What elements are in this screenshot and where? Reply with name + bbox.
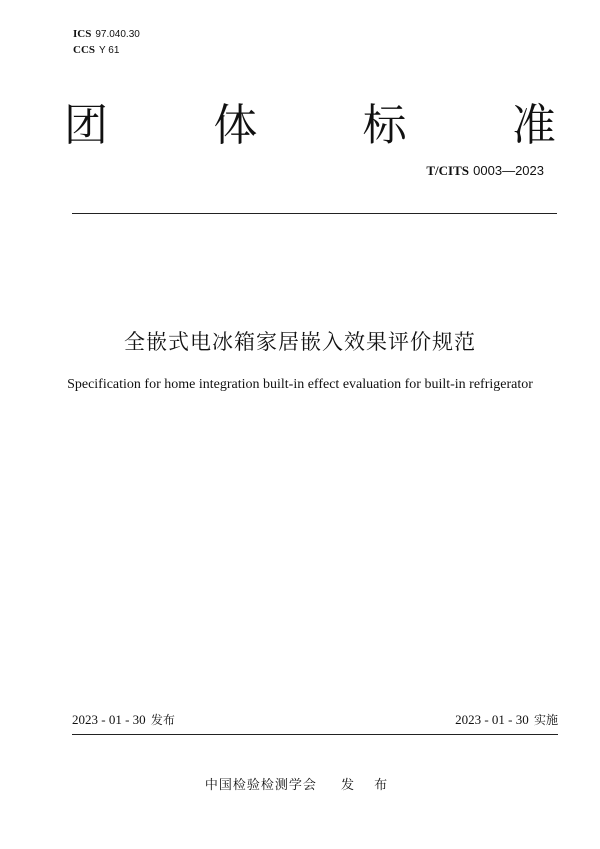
ccs-label: CCS [73, 44, 96, 56]
issue-date: 2023 - 01 - 30 [72, 712, 146, 727]
implement-date-group [455, 711, 558, 728]
ccs-value: Y 61 [99, 45, 120, 56]
standard-number-prefix: T/CITS [426, 163, 470, 178]
standard-type-char: 团 [64, 100, 108, 151]
publisher-name: 中国检验检测学会 [204, 778, 317, 793]
ics-label: ICS [73, 28, 92, 40]
standard-type-char: 准 [511, 100, 556, 151]
classification-block [73, 26, 140, 58]
implement-date-word: 实施 [533, 713, 558, 727]
standard-number [426, 163, 544, 179]
publisher-line [0, 774, 600, 793]
ics-row [73, 26, 140, 42]
standard-type-char: 体 [213, 100, 258, 151]
date-row [72, 711, 558, 728]
standard-type-heading [64, 98, 556, 154]
ccs-row [73, 42, 140, 58]
title-chinese: 全嵌式电冰箱家居嵌入效果评价规范 [124, 330, 476, 354]
standard-type-char: 标 [362, 100, 407, 151]
top-divider [72, 213, 557, 214]
publisher-action: 发 布 [340, 778, 396, 793]
issue-date-word: 发布 [150, 713, 175, 727]
bottom-divider [72, 734, 558, 735]
implement-date: 2023 - 01 - 30 [455, 712, 529, 727]
title-english: Specification for home integration built-in effect evaluation for built-in refrigerator [67, 377, 533, 392]
standard-number-value: 0003—2023 [473, 163, 544, 178]
issue-date-group [72, 711, 175, 728]
ics-value: 97.040.30 [95, 29, 140, 40]
